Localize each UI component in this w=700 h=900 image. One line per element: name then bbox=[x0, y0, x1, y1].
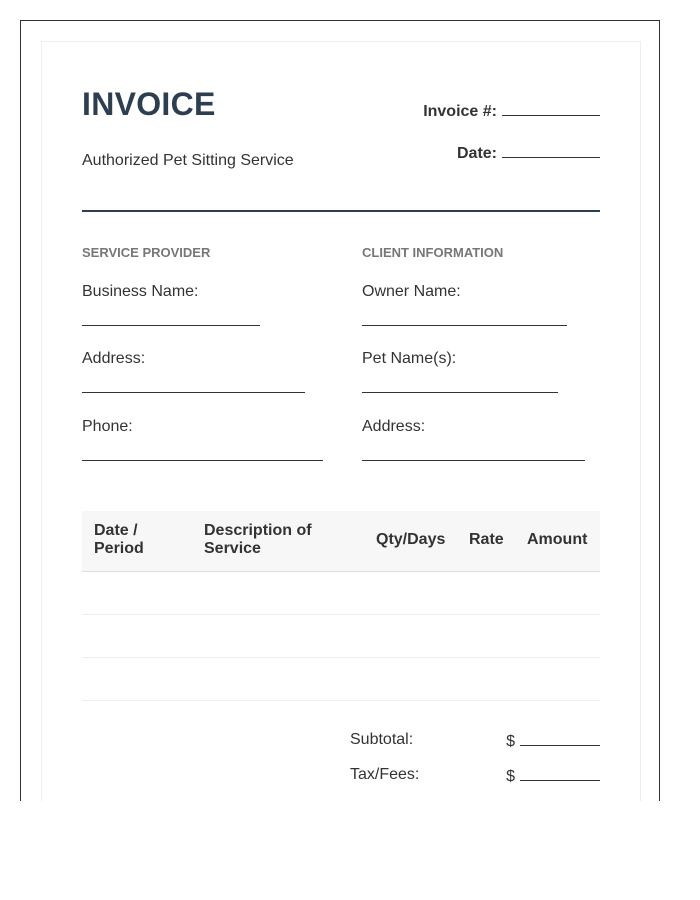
column-amount: Amount bbox=[527, 531, 588, 548]
client-address-label: Address: bbox=[362, 418, 426, 435]
column-description: Description of Service bbox=[204, 522, 312, 557]
invoice-subtitle: Authorized Pet Sitting Service bbox=[82, 152, 294, 169]
table-row[interactable] bbox=[82, 614, 600, 615]
tax-fees-label: Tax/Fees: bbox=[350, 766, 420, 783]
invoice-date-field[interactable] bbox=[457, 143, 600, 163]
provider-address-blank[interactable] bbox=[82, 392, 305, 393]
column-rate: Rate bbox=[469, 531, 504, 548]
owner-name-label: Owner Name: bbox=[362, 283, 461, 300]
line-items-header bbox=[82, 511, 600, 572]
column-qty-days: Qty/Days bbox=[376, 531, 446, 548]
subtotal-blank[interactable] bbox=[520, 731, 600, 746]
column-date-period: Date / Period bbox=[94, 522, 144, 557]
header-divider bbox=[82, 210, 600, 212]
invoice-number-field[interactable] bbox=[423, 101, 600, 121]
business-name-label: Business Name: bbox=[82, 283, 199, 300]
subtotal-value[interactable] bbox=[506, 731, 600, 751]
invoice-date-label: Date: bbox=[456, 145, 497, 162]
tax-blank[interactable] bbox=[520, 766, 600, 781]
owner-name-blank[interactable] bbox=[362, 325, 567, 326]
pet-names-blank[interactable] bbox=[362, 392, 558, 393]
tax-fees-value[interactable] bbox=[506, 766, 600, 786]
table-row[interactable] bbox=[82, 657, 600, 658]
client-information-heading: CLIENT INFORMATION bbox=[362, 245, 504, 260]
invoice-date-blank[interactable] bbox=[502, 143, 600, 158]
invoice-title: INVOICE bbox=[82, 86, 216, 122]
table-row[interactable] bbox=[82, 700, 600, 701]
pet-names-label: Pet Name(s): bbox=[362, 350, 457, 367]
subtotal-label: Subtotal: bbox=[350, 731, 414, 748]
phone-blank[interactable] bbox=[82, 460, 323, 461]
invoice-number-label: Invoice #: bbox=[423, 103, 497, 120]
client-address-blank[interactable] bbox=[362, 460, 585, 461]
provider-address-label: Address: bbox=[82, 350, 146, 367]
tax-currency: $ bbox=[506, 768, 515, 785]
business-name-blank[interactable] bbox=[82, 325, 260, 326]
service-provider-heading: SERVICE PROVIDER bbox=[82, 245, 211, 260]
subtotal-currency: $ bbox=[506, 733, 515, 750]
phone-label: Phone: bbox=[82, 418, 133, 435]
invoice-number-blank[interactable] bbox=[502, 101, 600, 116]
